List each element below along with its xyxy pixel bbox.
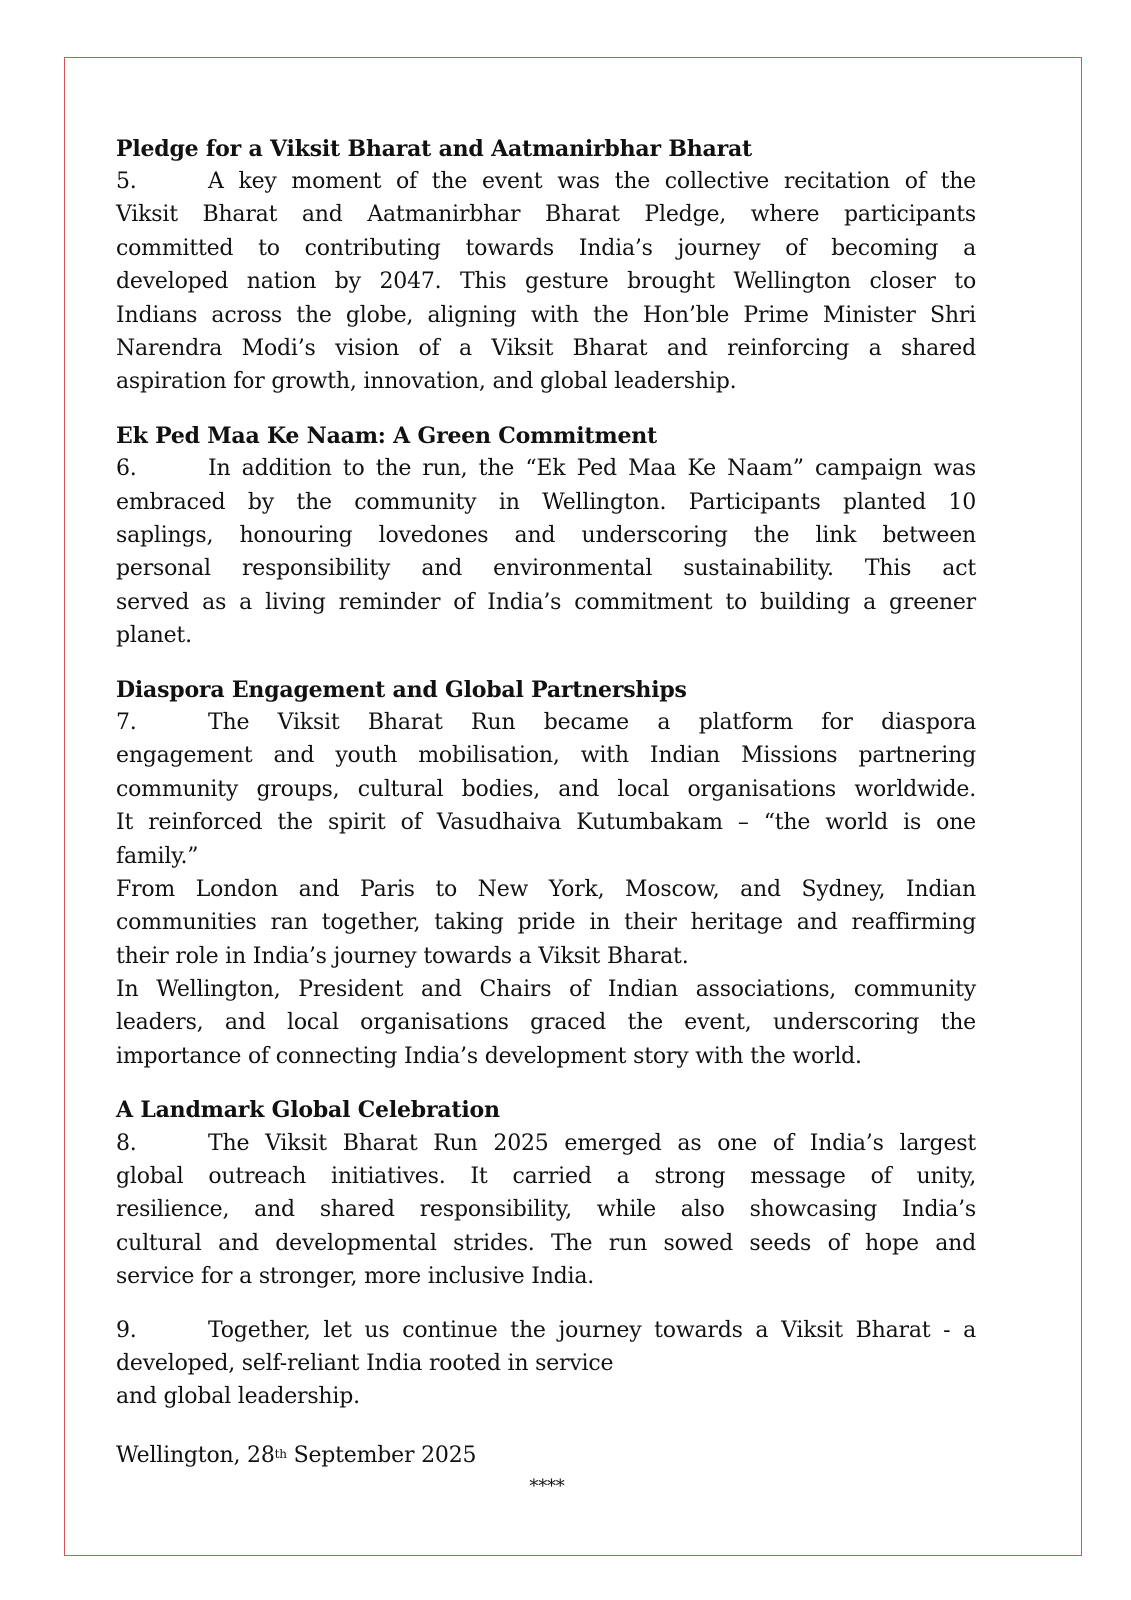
paragraph-number: 8. <box>116 1131 137 1156</box>
paragraph-5-line: Narendra Modi’s vision of a Viksit Bharat and reinforcing a shared <box>116 336 976 361</box>
paragraph-7-line: communities ran together, taking pride in their heritage and reaffirming <box>116 910 976 935</box>
paragraph-5-line: developed nation by 2047. This gesture brought Wellington closer to <box>116 269 976 294</box>
paragraph-7-line: engagement and youth mobilisation, with Indian Missions partnering <box>116 743 976 768</box>
paragraph-7-line: From London and Paris to New York, Moscow, and Sydney, Indian <box>116 877 976 902</box>
paragraph-7-line: It reinforced the spirit of Vasudhaiva Kutumbakam – “the world is one <box>116 810 976 835</box>
paragraph-number: 7. <box>116 710 137 735</box>
paragraph-8-line: 8. The Viksit Bharat Run 2025 emerged as one of India’s largest <box>116 1131 976 1156</box>
section-heading-green-commitment: Ek Ped Maa Ke Naam: A Green Commitment <box>116 423 658 449</box>
paragraph-6-line: 6. In addition to the run, the “Ek Ped Maa Ke Naam” campaign was <box>116 456 976 481</box>
paragraph-6-line: planet. <box>116 623 192 648</box>
paragraph-9-line: 9. Together, let us continue the journey towards a Viksit Bharat - a <box>116 1318 976 1343</box>
paragraph-5-line: Indians across the globe, aligning with the Hon’ble Prime Minister Shri <box>116 303 976 328</box>
section-heading-landmark: A Landmark Global Celebration <box>116 1097 500 1123</box>
paragraph-5-line: committed to contributing towards India’s journey of becoming a <box>116 236 976 261</box>
paragraph-6-line: embraced by the community in Wellington. Participants planted 10 <box>116 490 976 515</box>
paragraph-8-line: global outreach initiatives. It carried a strong message of unity, <box>116 1164 976 1189</box>
end-mark: **** <box>529 1476 565 1497</box>
paragraph-6-line: served as a living reminder of India’s commitment to building a greener <box>116 590 976 615</box>
paragraph-7-line: In Wellington, President and Chairs of Indian associations, community <box>116 977 976 1002</box>
place-and-date: Wellington, 28th September 2025 <box>116 1443 477 1468</box>
paragraph-7-line: family.” <box>116 844 199 869</box>
paragraph-number: 5. <box>116 169 137 194</box>
paragraph-8-line: resilience, and shared responsibility, while also showcasing India’s <box>116 1197 976 1222</box>
paragraph-7-line: community groups, cultural bodies, and local organisations worldwide. <box>116 777 976 802</box>
section-heading-pledge: Pledge for a Viksit Bharat and Aatmanirbhar Bharat <box>116 136 752 162</box>
paragraph-5-line: Viksit Bharat and Aatmanirbhar Bharat Pledge, where participants <box>116 202 976 227</box>
paragraph-5-line: 5. A key moment of the event was the collective recitation of the <box>116 169 976 194</box>
paragraph-number: 6. <box>116 456 137 481</box>
paragraph-9-line: and global leadership. <box>116 1384 360 1409</box>
paragraph-6-line: personal responsibility and environmental sustainability. This act <box>116 556 976 581</box>
paragraph-8-line: cultural and developmental strides. The run sowed seeds of hope and <box>116 1231 976 1256</box>
section-heading-diaspora: Diaspora Engagement and Global Partnerships <box>116 677 687 703</box>
paragraph-9-line: developed, self-reliant India rooted in service <box>116 1351 614 1376</box>
paragraph-number: 9. <box>116 1318 137 1343</box>
paragraph-7-line: importance of connecting India’s development story with the world. <box>116 1044 862 1069</box>
paragraph-5-line: aspiration for growth, innovation, and global leadership. <box>116 369 737 394</box>
paragraph-7-line: their role in India’s journey towards a Viksit Bharat. <box>116 944 689 969</box>
paragraph-7-line: 7. The Viksit Bharat Run became a platform for diaspora <box>116 710 976 735</box>
paragraph-6-line: saplings, honouring lovedones and underscoring the link between <box>116 523 976 548</box>
paragraph-8-line: service for a stronger, more inclusive India. <box>116 1264 595 1289</box>
paragraph-7-line: leaders, and local organisations graced the event, underscoring the <box>116 1010 976 1035</box>
